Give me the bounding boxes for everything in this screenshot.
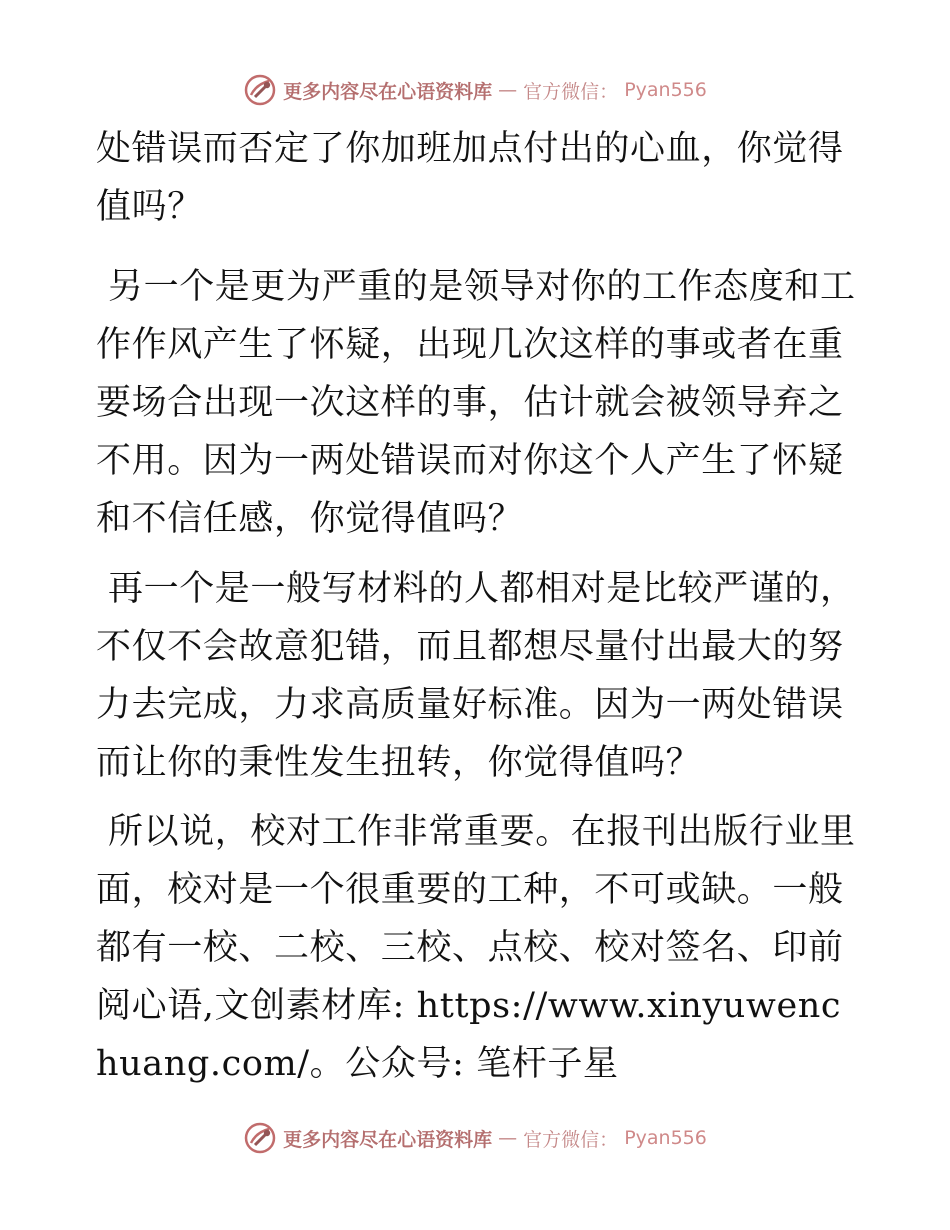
watermark-header xyxy=(0,70,950,110)
watermark-wechat-label: 官方微信： xyxy=(523,80,619,103)
paragraph-3-text: 再一个是一般写材料的人都相对是比较严谨的，不仅不会故意犯错，而且都想尽量付出最大的努力去完成，力求高质量好标准。因为一两处错误而让你的秉性发生扭转，你觉得值吗？ xyxy=(96,569,856,783)
paragraph-2 xyxy=(96,258,856,548)
logo-icon xyxy=(243,73,277,107)
watermark-main-text: 更多内容尽在心语资料库 xyxy=(283,80,493,103)
watermark-footer xyxy=(0,1118,950,1158)
paragraph-2-text: 另一个是更为严重的是领导对你的工作态度和工作作风产生了怀疑，出现几次这样的事或者在重要场合出现一次这样的事，估计就会被领导弃之不用。因为一两处错误而对你这个人产生了怀疑和不信任感，你觉得值吗？ xyxy=(96,267,856,539)
paragraph-3 xyxy=(96,560,856,792)
document-body xyxy=(96,120,856,1100)
watermark-separator: — xyxy=(498,79,518,101)
paragraph-4 xyxy=(96,803,856,1093)
watermark-main-text: 更多内容尽在心语资料库 xyxy=(283,1128,493,1151)
paragraph-4-text: 所以说，校对工作非常重要。在报刊出版行业里面，校对是一个很重要的工种，不可或缺。一般都有一校、二校、三校、点校、校对签名、印前阅心语,文创素材库: https://www.xinyuwenchuang.com/。公众号: 笔杆子星 xyxy=(96,812,856,1084)
watermark-separator: — xyxy=(498,1127,518,1149)
paragraph-1 xyxy=(96,120,856,236)
watermark-wechat-id: Pyan556 xyxy=(624,1127,707,1149)
watermark-wechat-id: Pyan556 xyxy=(624,79,707,101)
paragraph-1-text: 处错误而否定了你加班加点付出的心血，你觉得值吗？ xyxy=(96,129,844,227)
watermark-wechat-label: 官方微信： xyxy=(523,1128,619,1151)
logo-icon xyxy=(243,1121,277,1155)
